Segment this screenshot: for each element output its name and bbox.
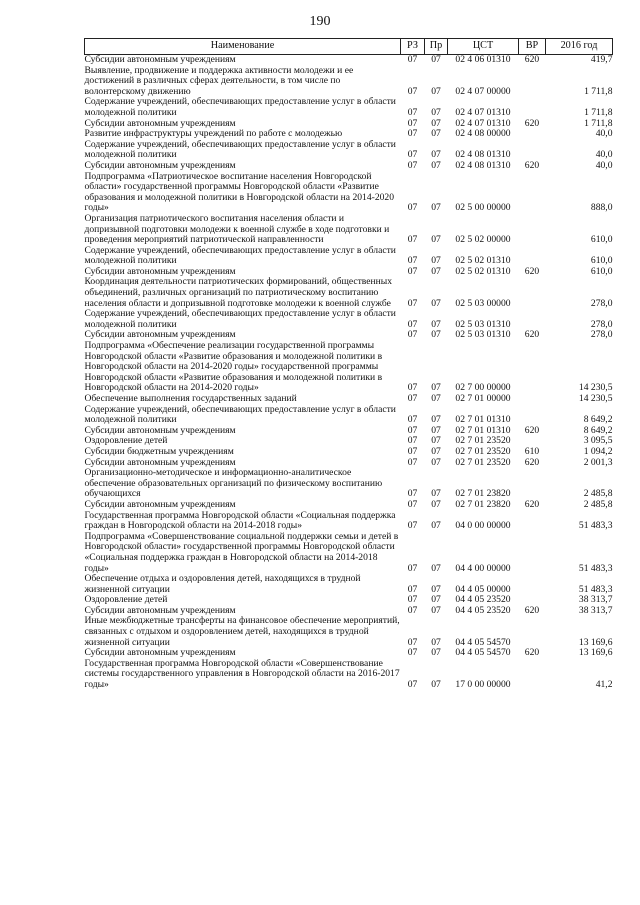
budget-table [84,38,613,691]
row-pr: 07 [431,393,441,404]
row-name: Содержание учреждений, обеспечивающих предоставление услуг в области молодежной политики [84,403,396,426]
row-pr: 07 [431,445,441,457]
row-vr [519,532,546,574]
row-pr: 07 [431,647,441,659]
row-cst: 02 7 01 23520 [455,445,511,457]
row-amount: 38 313,7 [578,604,613,616]
row-amount: 610,0 [590,234,613,246]
row-rz: 07 [407,604,418,616]
row-amount: 14 230,5 [578,382,613,394]
row-cst: 02 5 03 01310 [455,318,511,330]
row-vr [519,140,546,161]
row-amount: 419,7 [546,55,613,66]
row-rz: 07 [407,679,418,691]
row-name: Субсидии автономным учреждениям [84,159,236,171]
row-cst: 02 5 02 01310 [455,255,511,267]
row-cst: 02 5 02 01310 [455,265,511,277]
row-rz: 07 [407,106,418,118]
row-rz: 07 [407,393,418,404]
row-pr: 07 [425,55,448,66]
table-row [85,532,613,574]
row-name: Субсидии автономным учреждениям [84,424,236,436]
row-amount: 610,0 [590,255,613,267]
row-cst: 02 7 01 01310 [455,424,511,436]
row-vr [519,97,546,118]
row-name: Государственная программа Новгородской области «Социальная поддержка граждан в Новгородской области на 2014-2018 годы» [84,509,396,532]
row-pr: 07 [431,318,441,330]
row-name: Подпрограмма «Патриотическое воспитание населения Новгородской области» государственной программы Новгородской области «Развитие образования и молодежной политики в Новгородской области на 2014-2020 годы» [84,170,395,214]
row-amount: 278,0 [590,297,613,309]
row-vr: 620 [524,265,540,277]
row-rz: 07 [407,414,418,426]
row-vr [519,574,546,595]
table-row [85,341,613,394]
row-amount: 8 649,2 [583,414,613,426]
row-name: Субсидии бюджетным учреждениям [84,445,234,457]
row-rz: 07 [407,583,418,595]
row-pr: 07 [431,604,441,616]
row-name: Организация патриотического воспитания населения области и допризывной подготовки молодежи к военной службе в ходе подготовки и проведения мероприятий патриотической направленности [84,212,390,246]
row-vr [519,394,546,405]
row-amount: 40,0 [595,128,613,140]
row-name: Субсидии автономным учреждениям [84,329,236,341]
row-cst: 02 5 02 00000 [455,234,511,246]
row-cst: 04 4 05 23520 [455,604,511,616]
row-vr: 610 [524,445,540,457]
row-vr [519,659,546,691]
row-amount: 13 169,6 [578,647,613,659]
row-pr: 07 [431,424,441,436]
row-cst: 02 7 01 23820 [455,488,511,500]
row-pr: 07 [431,414,441,426]
row-vr: 620 [524,117,540,129]
row-name: Содержание учреждений, обеспечивающих предоставление услуг в области молодежной политики [84,308,396,330]
page-number: 190 [309,14,331,29]
row-cst: 02 7 01 00000 [455,393,511,404]
row-rz: 07 [407,445,418,457]
row-vr [519,468,546,500]
table-row [85,172,613,214]
row-vr [519,341,546,394]
row-amount: 3 095,5 [583,435,613,447]
row-cst: 02 4 08 00000 [455,128,511,140]
row-name: Оздоровление детей [84,435,168,447]
row-rz: 07 [407,520,418,532]
row-cst: 04 4 05 00000 [455,583,511,595]
row-rz: 07 [407,329,418,341]
table-body [85,55,613,691]
row-vr: 620 [524,159,540,171]
row-cst: 02 7 00 00000 [455,382,511,394]
row-cst: 02 7 01 23520 [455,435,511,447]
header-cst: ЦСТ [448,39,519,55]
row-rz: 07 [407,647,418,659]
row-amount: 1 094,2 [583,445,613,457]
row-amount: 2 485,8 [583,498,613,510]
row-name: Подпрограмма «Совершенствование социальной поддержки семьи и детей в Новгородской области» государственной программы Новгородской области «Социальная поддержка граждан в Новгородской области на 2014-2018 годы» [84,530,399,574]
row-rz: 07 [407,117,418,129]
row-name: Обеспечение выполнения государственных заданий [84,393,297,404]
row-name: Обеспечение отдыха и оздоровления детей, находящихся в трудной жизненной ситуации [84,573,361,595]
row-amount: 40,0 [595,159,613,171]
row-vr: 620 [524,647,540,659]
row-amount: 51 483,3 [578,562,613,574]
row-pr: 07 [431,149,441,161]
row-rz: 07 [407,128,418,140]
row-cst: 04 4 05 23520 [455,594,511,606]
row-cst: 04 0 00 00000 [455,520,511,532]
table-row [85,394,613,405]
row-pr: 07 [431,255,441,267]
table-row [85,161,613,172]
row-pr: 07 [431,498,441,510]
row-cst: 02 4 07 01310 [455,117,511,129]
table-row [85,55,613,66]
row-rz: 07 [407,234,418,246]
row-pr: 07 [431,562,441,574]
row-vr [519,246,546,267]
header-year: 2016 год [546,39,613,55]
row-cst: 02 7 01 23820 [455,498,511,510]
row-pr: 07 [431,636,441,648]
row-rz: 07 [407,424,418,436]
row-rz: 07 [407,159,418,171]
row-amount: 14 230,5 [578,393,613,404]
row-pr: 07 [431,297,441,309]
row-rz: 07 [407,498,418,510]
row-rz: 07 [407,382,418,394]
row-rz: 07 [407,318,418,330]
row-name: Иные межбюджетные трансферты на финансовое обеспечение мероприятий, связанных с отдыхом и оздоровлением детей, находящихся в трудной жизненной ситуации [84,615,400,648]
row-vr [519,405,546,426]
row-name: Содержание учреждений, обеспечивающих предоставление услуг в области молодежной политики [84,96,396,118]
row-name: Субсидии автономным учреждениям [84,117,236,129]
row-vr: 620 [524,456,540,468]
row-amount: 2 001,3 [583,456,613,468]
row-pr: 07 [431,679,441,691]
row-rz: 07 [407,265,418,277]
row-rz: 07 [407,594,418,606]
row-cst: 02 4 08 01310 [455,159,511,171]
table-row [85,277,613,309]
row-vr: 620 [524,329,540,341]
row-pr: 07 [431,594,441,606]
row-cst: 02 4 08 01310 [455,149,511,161]
row-vr [519,66,546,98]
row-pr: 07 [431,435,441,447]
row-rz: 07 [401,55,425,66]
row-pr: 07 [431,159,441,171]
row-rz: 07 [407,255,418,267]
table-row [85,659,613,691]
row-pr: 07 [431,85,441,97]
row-cst: 04 4 05 54570 [455,636,511,648]
table-row [85,405,613,426]
row-vr [519,277,546,309]
table-row [85,574,613,595]
header-vr: ВР [519,39,546,55]
row-name: Субсидии автономным учреждениям [84,647,236,659]
row-amount: 13 169,6 [578,636,613,648]
row-name: Государственная программа Новгородской области «Совершенствование системы государственного управления в Новгородской области на 2016-2017 годы» [84,657,400,691]
row-rz: 07 [407,636,418,648]
table-row [85,66,613,98]
row-name: Оздоровление детей [84,594,168,606]
row-name: Координация деятельности патриотических формирований, общественных объединений, различных организаций по патриотическому воспитанию населения области и допризывной подготовке молодежи к военной службе [84,276,393,309]
row-amount: 1 711,8 [584,117,613,129]
row-vr [519,511,546,532]
row-rz: 07 [407,435,418,447]
row-vr: 620 [519,55,546,66]
row-name: Субсидии автономным учреждениям [84,265,236,277]
row-pr: 07 [431,456,441,468]
row-pr: 07 [431,117,441,129]
row-cst: 04 4 05 54570 [455,647,511,659]
row-name: Выявление, продвижение и поддержка активности молодежи и ее достижений в различных сферах деятельности, в том числе по волонтерскому движению [84,64,354,97]
table-row [85,246,613,267]
row-name: Субсидии автономным учреждениям [85,55,401,66]
row-vr: 620 [524,424,540,436]
row-amount: 610,0 [590,265,613,277]
row-rz: 07 [407,202,418,214]
row-cst: 04 4 00 00000 [455,562,511,574]
row-name: Содержание учреждений, обеспечивающих предоставление услуг в области молодежной политики [84,138,396,161]
header-rz: РЗ [401,39,425,55]
row-cst: 02 5 03 00000 [455,297,511,309]
table-row [85,468,613,500]
table-row [85,140,613,161]
row-amount: 1 711,8 [584,85,613,97]
row-cst: 02 7 01 23520 [455,456,511,468]
row-amount: 2 485,8 [583,488,613,500]
row-cst: 02 5 03 01310 [455,329,511,341]
table-row [85,214,613,246]
row-amount: 1 711,8 [584,106,613,118]
row-pr: 07 [431,265,441,277]
row-amount: 51 483,3 [578,520,613,532]
row-cst: 02 4 07 00000 [455,85,511,97]
row-amount: 278,0 [590,318,613,330]
row-rz: 07 [407,488,418,500]
row-name: Субсидии автономным учреждениям [84,604,236,616]
row-rz: 07 [407,297,418,309]
row-rz: 07 [407,149,418,161]
row-cst: 17 0 00 00000 [455,679,511,691]
table-row [85,616,613,648]
row-vr [519,172,546,214]
row-cst: 02 7 01 01310 [455,414,511,426]
row-pr: 07 [431,128,441,140]
row-name: Подпрограмма «Обеспечение реализации государственной программы Новгородской области «Развитие образования и молодежной политики в Новгородской области на 2014-2020 годы» государственной программы Новгородской области «Развитие образования и молодежной политики в Новгородской области на 2014-2020 годы» [84,340,383,394]
row-amount: 40,0 [595,149,613,161]
table-row [85,309,613,330]
row-pr: 07 [431,520,441,532]
table-header [85,39,613,55]
row-name: Субсидии автономным учреждениям [84,456,236,468]
row-name: Организационно-методическое и информационно-аналитическое обеспечение образовательных организаций по физическому воспитанию обучающихся [84,467,383,500]
row-amount: 41,2 [595,679,613,691]
row-amount: 888,0 [590,202,613,214]
table-row [85,97,613,118]
table-row [85,500,613,511]
row-vr [519,309,546,330]
row-vr: 620 [524,604,540,616]
row-vr: 620 [524,498,540,510]
row-pr: 07 [431,234,441,246]
row-pr: 07 [431,382,441,394]
row-amount: 278,0 [590,329,613,341]
header-pr: Пр [425,39,448,55]
row-vr [519,129,546,140]
row-name: Развитие инфраструктуры учреждений по работе с молодежью [84,128,343,140]
table-row [85,447,613,458]
row-amount: 51 483,3 [578,583,613,595]
row-cst: 02 4 07 01310 [455,106,511,118]
row-name: Субсидии автономным учреждениям [84,498,236,510]
row-rz: 07 [407,562,418,574]
row-vr [519,616,546,648]
row-pr: 07 [431,106,441,118]
row-pr: 07 [431,329,441,341]
row-pr: 07 [431,583,441,595]
row-name: Содержание учреждений, обеспечивающих предоставление услуг в области молодежной политики [84,244,396,267]
row-amount: 38 313,7 [578,594,613,606]
row-vr [519,214,546,246]
row-pr: 07 [431,488,441,500]
row-cst: 02 4 06 01310 [448,55,519,66]
row-cst: 02 5 00 00000 [455,202,511,214]
row-amount: 8 649,2 [583,424,613,436]
row-rz: 07 [407,456,418,468]
row-rz: 07 [407,85,418,97]
header-name: Наименование [85,39,401,55]
row-pr: 07 [431,202,441,214]
table-row [85,511,613,532]
